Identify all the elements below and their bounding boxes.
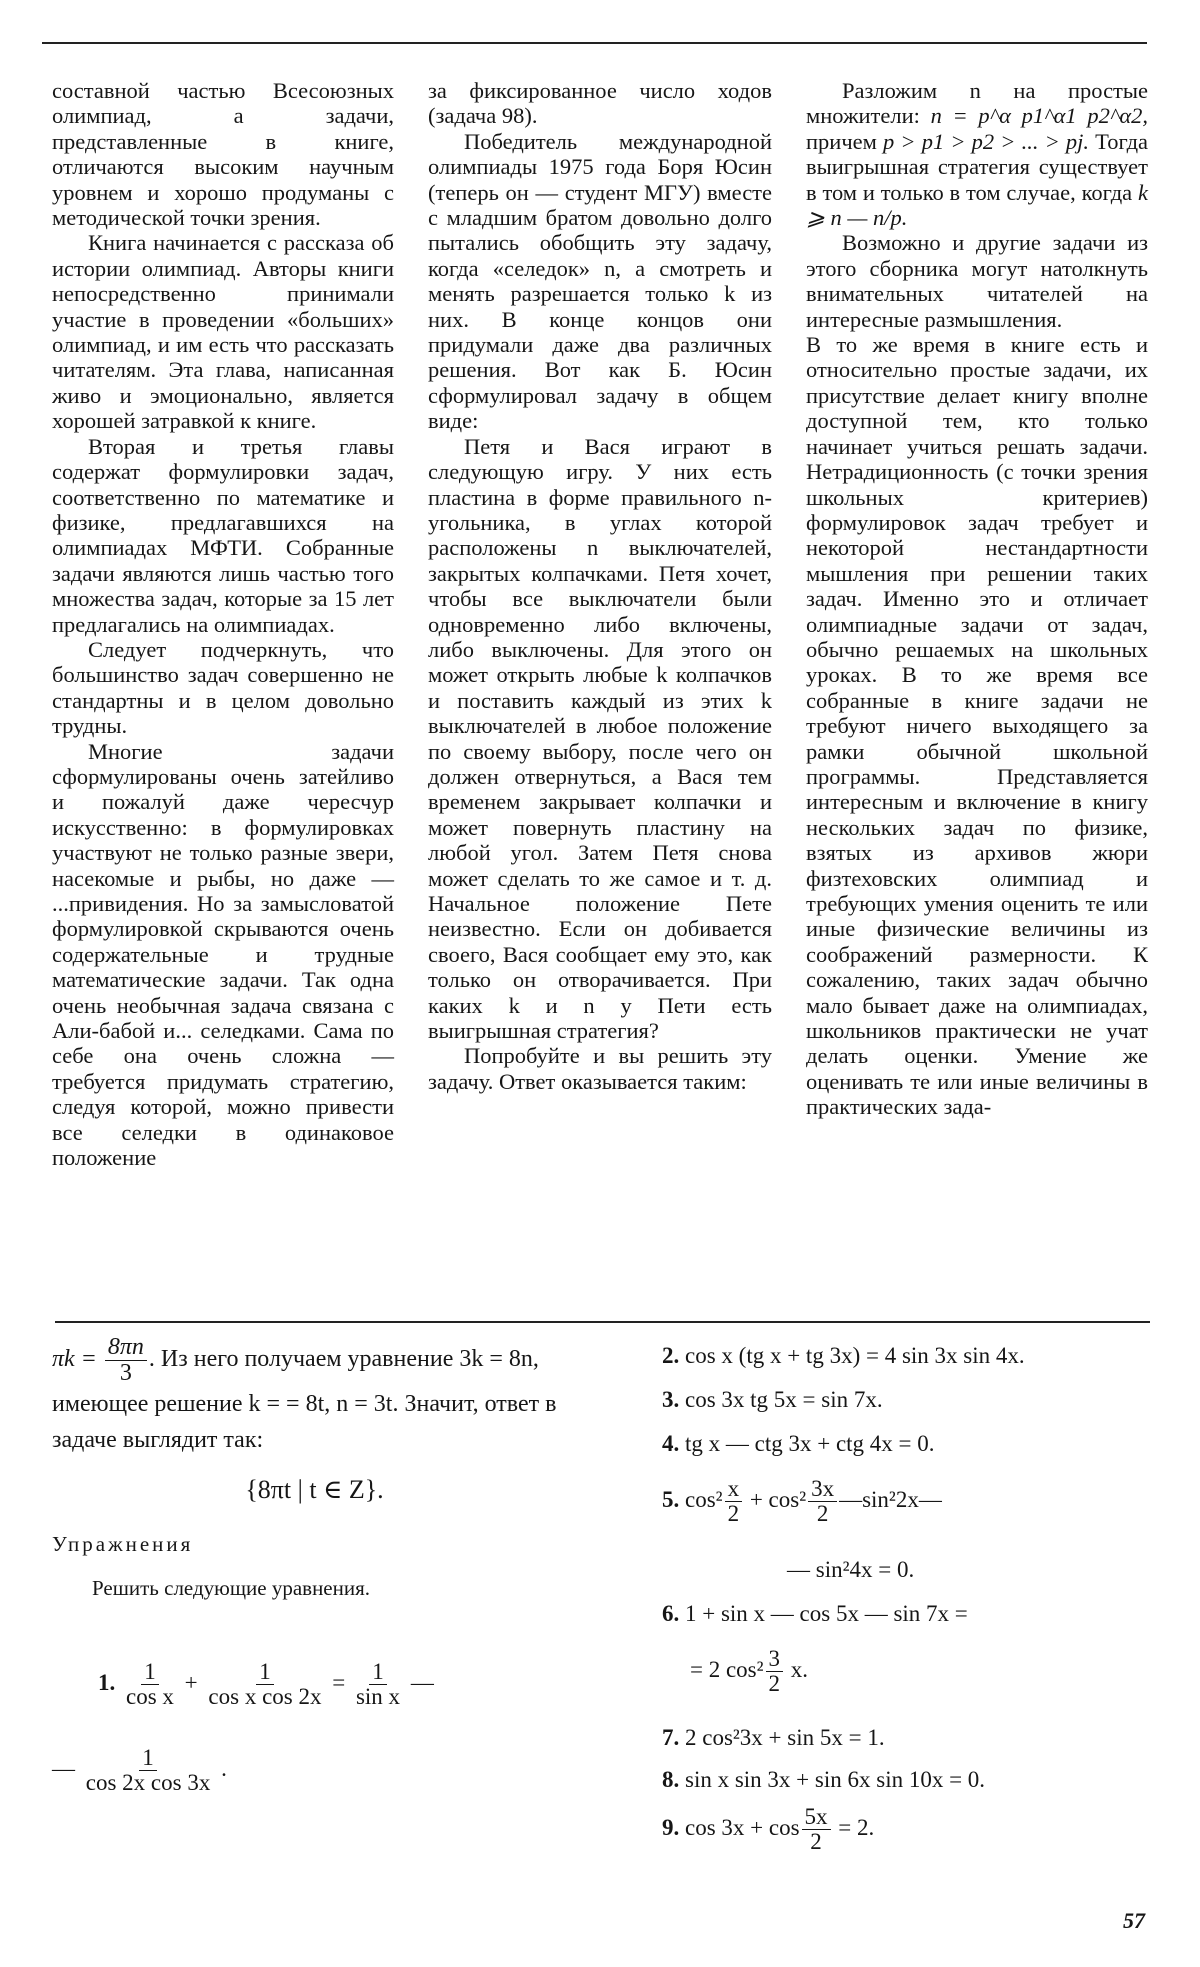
lower-left-section [52,1335,577,1606]
fraction-denominator: 3 [119,1360,132,1387]
exercise-9 [662,1805,874,1854]
exercise-formula: tg x — ctg 3x + ctg 4x = 0. [685,1431,935,1456]
exercise-number: 8. [662,1767,680,1792]
fraction-numerator: x [725,1477,743,1502]
fraction [808,1477,837,1526]
exercise-formula-part: —sin²2x— [839,1486,942,1512]
lower-right-section [662,1335,1162,1895]
operator: — [410,1669,434,1695]
exercise-5 [662,1477,942,1526]
column-2-paragraph: Попробуйте и вы решить эту задачу. Ответ оказывается таким: [428,1043,772,1094]
fraction-denominator: cos 2x cos 3x [85,1770,211,1796]
operator: = [332,1669,346,1695]
page-number: 57 [1123,1908,1145,1933]
fraction-numerator: 1 [141,1660,159,1685]
answer-formula: {8πt | t ∈ Z}. [245,1475,384,1505]
exercise-formula-part: — sin²4x = 0. [787,1557,915,1582]
fraction-denominator: cos x cos 2x [208,1684,322,1710]
column-1-paragraph: Вторая и третья главы содержат формулировки задач, соответственно по математике и физике, предлагавшихся на олимпиадах МФТИ. Собранные задачи являются лишь частью того множества задач, которые за 15 лет предлагались на олимпиадах. [52,433,394,637]
fraction-numerator: 5x [802,1805,831,1830]
middle-rule [55,1321,1150,1323]
operator: — [52,1755,75,1781]
column-2-paragraph: за фиксированное число ходов (задача 98). [428,78,772,129]
condition-formula: k ⩾ n — n/p. [806,179,1149,231]
exercise-formula: cos x (tg x + tg 3x) = 4 sin 3x sin 4x. [685,1343,1025,1368]
fraction-denominator: 2 [727,1501,740,1527]
punctuation: . [221,1755,227,1781]
fraction-numerator: 8πn [105,1335,147,1361]
exercise-formula: cos 3x tg 5x = sin 7x. [685,1387,883,1412]
exercise-formula-part: + cos² [749,1486,807,1512]
top-rule [42,42,1147,44]
exercise-7 [662,1725,885,1751]
exercise-number: 3. [662,1387,680,1412]
column-3-paragraph: В то же время в книге есть и относительно простые задачи, их присутствие делает книгу вполне доступной тем, кто только начинает учиться решать задачи. Нетрадиционность (с точки зрения школьных критериев) формулировок задач требует и некоторой нестандартности мышления при решении таких задач. Именно это и отличает олимпиадные задачи от задач, обычно решаемых на школьных уроках. В то же время все собранные в книге задачи не требуют ничего выходящего за рамки обычной школьной программы. Представляется интересным и включение в книгу нескольких задач по физике, взятых из архивов жюри физтеховских олимпиад и требующих умения оценить те или иные физические величины из соображений размерности. К сожалению, таких задач обычно мало бывает даже на олимпиадах, школьников практически не учат делать оценки. Умение же оценивать те или иные величины в практических зада- [806,332,1148,1120]
fraction [83,1746,214,1795]
fraction-denominator: 2 [816,1501,829,1527]
factorization-formula: n = p^α p1^α1 p2^α2, [930,103,1149,129]
exercises-heading: Упражнения [52,1532,194,1557]
exercises-instruction: Решить следующие уравнения. [92,1576,371,1601]
fraction-denominator: cos x [126,1684,174,1710]
column-1-paragraph: Книга начинается с рассказа об истории олимпиад. Авторы книги непосредственно принимали участие в проведении «больших» олимпиад, и им есть что рассказать читателям. Эта глава, написанная живо и эмоционально, является хорошей затравкой к книге. [52,230,394,434]
exercise-1-line-1 [98,1660,434,1709]
exercise-number: 4. [662,1431,680,1456]
fraction-denominator: 2 [810,1829,822,1855]
fraction-numerator: 1 [256,1660,274,1685]
exercise-number: 1. [98,1669,116,1695]
column-3-paragraph [806,78,1148,230]
fraction-numerator: 3x [808,1477,837,1502]
exercise-number: 2. [662,1343,680,1368]
body-text: . Из него получаем уравнение 3k = 8n, имеющее решение k = = 8t, n = 3t. Значит, ответ в задаче выглядит так: [52,1346,557,1454]
exercise-number: 7. [662,1725,680,1750]
exercise-formula-part: x. [790,1656,809,1682]
column-2-paragraph: Петя и Вася играют в следующую игру. У них есть пластина в форме правильного n-угольника, в углах которой расположены n выключателей, закрытых колпачками. Петя хочет, чтобы все выключатели были одновременно либо включены, либо выключены. Для этого он может открыть любые k колпачков и поставить каждый из этих k выключателей в любое положение по своему выбору, после чего он должен отвернуться, а Вася тем временем закрывает колпачки и может повернуть пластину на любой угол. Затем Петя снова может сделать то же самое и т. д. Начальное положение Пете неизвестно. Если он добивается своего, Вася сообщает ему это, как только он отворачивается. При каких k и n у Пети есть выигрышная стратегия? [428,433,772,1044]
fraction [353,1660,403,1709]
exercise-8 [662,1767,985,1793]
fraction-numerator: 3 [766,1647,784,1672]
equation-lhs: πk = [52,1346,97,1373]
fraction [123,1660,177,1709]
exercise-formula: 2 cos²3x + sin 5x = 1. [685,1725,885,1750]
fraction-denominator: 2 [768,1671,781,1697]
exercise-number: 5. [662,1486,680,1512]
column-1-paragraph: Многие задачи сформулированы очень затейливо и пожалуй даже чересчур искусственно: в формулировках участвуют не только разные звери, насекомые и рыбы, но даже — ...привидения. Но за замысловатой формулировкой скрываются очень содержательные и трудные математические задачи. Так одна очень необычная задача связана с Али-бабой и... селедками. Сама по себе она очень сложна — требуется придумать стратегию, следуя которой, можно привести все селедки в одинаковое положение [52,738,394,1171]
fraction-numerator: 1 [139,1746,157,1771]
exercise-4 [662,1431,935,1457]
exercise-1-line-2 [52,1746,227,1795]
exercise-2 [662,1343,1025,1369]
exercise-6-line-2 [690,1647,808,1696]
exercise-3 [662,1387,883,1413]
factorization-text: причем [806,128,877,154]
exercise-formula-part: = 2. [838,1814,875,1840]
exercise-number: 9. [662,1814,680,1840]
exercise-6 [662,1601,968,1627]
fraction [802,1805,831,1854]
operator: + [184,1669,198,1695]
exercise-formula: sin x sin 3x + sin 6x sin 10x = 0. [685,1767,986,1792]
column-1-paragraph: составной частью Всесоюзных олимпиад, а задачи, представленные в книге, отличаются высоким научным уровнем и хорошо продуманы с методической точки зрения. [52,78,394,231]
factorization-text: Разложим n на простые множители: [806,78,1148,129]
exercise-5-line-2 [787,1557,914,1583]
exercise-formula-part: = 2 cos² [690,1656,764,1682]
column-2 [428,78,772,1094]
exercise-formula-part: cos 3x + cos [685,1814,800,1840]
exercise-number: 6. [662,1601,680,1626]
fraction-denominator: sin x [355,1684,401,1710]
exercise-formula-part: cos² [685,1486,723,1512]
fraction-numerator: 1 [369,1660,387,1685]
equation-paragraph [52,1335,577,1458]
column-1 [52,78,394,1170]
fraction [766,1647,784,1696]
column-1-paragraph: Следует подчеркнуть, что большинство задач совершенно не стандартны и в целом довольно трудны. [52,636,394,739]
factorization-text: Тогда выигрышная стратегия существует в том и только в том случае, когда [806,128,1149,205]
inequality-formula: p > p1 > p2 > ... > pj. [883,128,1090,154]
column-2-paragraph: Победитель международной олимпиады 1975 года Боря Юсин (теперь он — студент МГУ) вместе с младшим братом довольно долго пытались обобщить эту задачу, когда «селедок» n, а смотреть и менять разрешается только k из них. В конце концов они придумали даже два различных решения. Вот как Б. Юсин сформулировал задачу в общем виде: [428,128,772,434]
column-3-paragraph: Возможно и другие задачи из этого сборника могут натолкнуть внимательных читателей на интересные размышления. [806,230,1148,332]
fraction [725,1477,743,1526]
exercise-formula-part: 1 + sin x — cos 5x — sin 7x = [685,1601,968,1626]
fraction [205,1660,324,1709]
column-3 [806,78,1148,1120]
fraction [105,1335,147,1386]
